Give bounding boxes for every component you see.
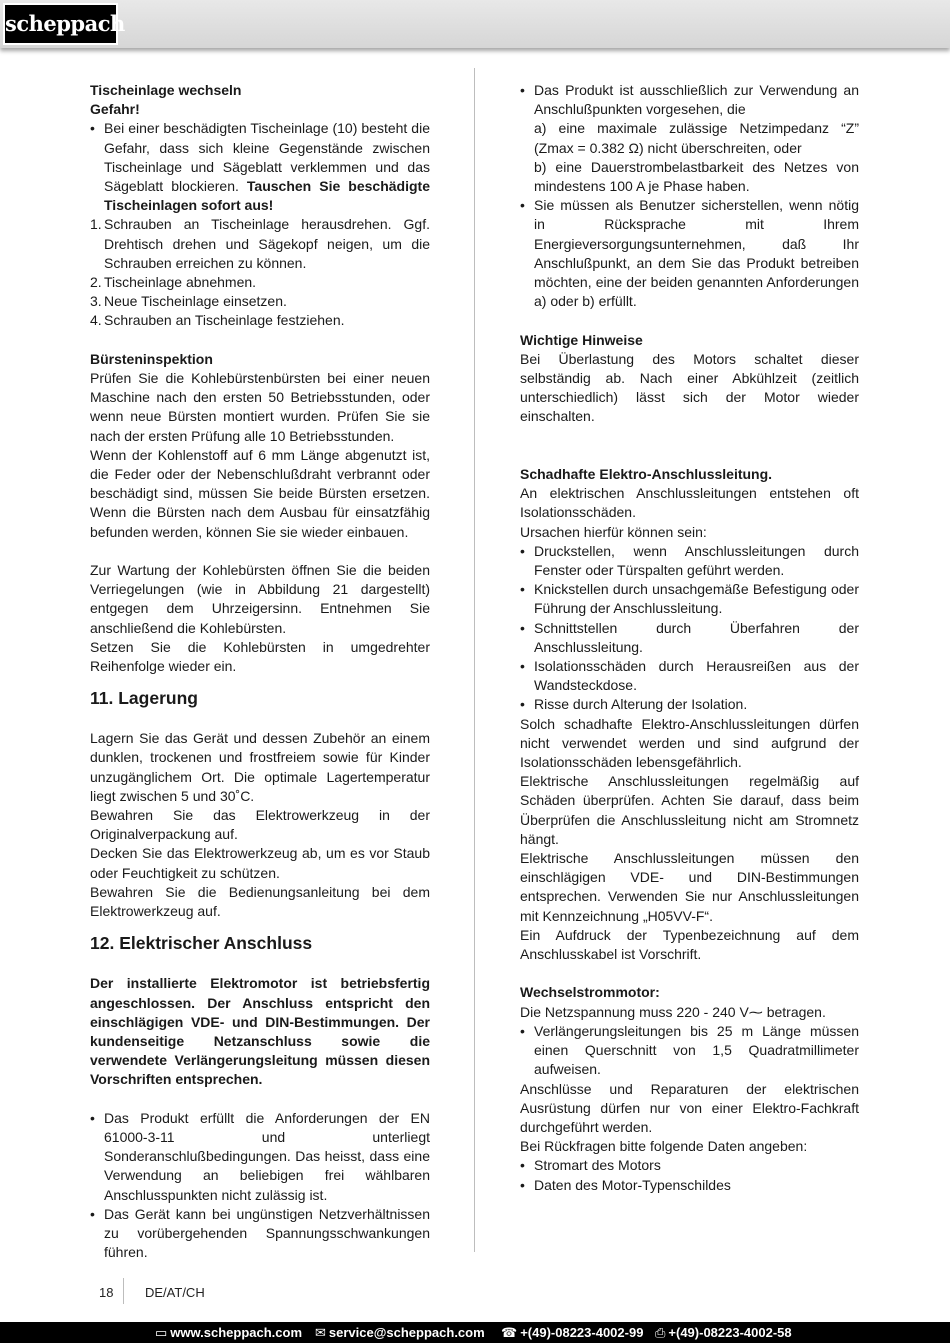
paragraph: An elektrischen Anschlussleitungen entstehen oft Isolationsschäden. [520, 485, 859, 521]
danger-list [90, 119, 430, 215]
list-item: • Isolationsschäden durch Herausreißen aus der Wandsteckdose. [520, 657, 859, 695]
paragraph: Elektrische Anschlussleitungen müssen den einschlägigen VDE- und DIN-Bestimmungen entsprechen. Verwenden Sie nur Anschlussleitungen mit Kennzeichnung „H05VV-F“. [520, 850, 859, 924]
contact-bar [0, 1322, 950, 1343]
paragraph: a) eine maximale zulässige Netzimpedanz “Z” (Zmax = 0.382 Ω) nicht überschreiten, oder [534, 120, 859, 156]
left-column [90, 81, 430, 1262]
section-title-important-notes: Wichtige Hinweise [520, 331, 643, 348]
step-text: Tischeinlage abnehmen. [104, 274, 257, 291]
step-text: Neue Tischeinlage einsetzen. [104, 293, 287, 310]
electrical-list [90, 1109, 430, 1263]
list-item: • Knickstellen durch unsachgemäße Befestigung oder Führung der Anschlussleitung. [520, 580, 859, 618]
phone-icon: ☎ [501, 1325, 518, 1340]
list-item [90, 292, 430, 311]
paragraph: Setzen Sie die Kohlebürsten in umgedrehter Reihenfolge wieder ein. [90, 638, 430, 675]
step-number: 3. [90, 293, 102, 310]
section-title-brush-inspection: Bürsteninspektion [90, 350, 213, 367]
column-divider [474, 68, 475, 1252]
danger-emphasis: Tauschen Sie beschädigte Tischeinlagen sofort aus! [104, 178, 430, 214]
danger-text: Bei einer beschädigten Tischeinlage (10) besteht die Gefahr, dass sich kleine Gegenstände zwischen Tischeinlage und Sägeblatt verklemmen und das Sägeblatt blockieren. [104, 120, 430, 195]
list-item [90, 119, 430, 215]
section-title-electrical: 12. Elektrischer Anschluss [90, 933, 313, 954]
paragraph: Bewahren Sie die Bedienungsanleitung bei dem Elektrowerkzeug auf. [90, 883, 430, 920]
step-text: Schrauben an Tischeinlage festziehen. [104, 312, 345, 329]
step-number: 2. [90, 274, 102, 291]
paragraph: • Das Produkt ist ausschließlich zur Verwendung an Anschlußpunkten vorgesehen, die [534, 82, 859, 118]
fax-number [655, 1322, 792, 1343]
data-list [520, 1156, 859, 1194]
paragraph: Zur Wartung der Kohlebürsten öffnen Sie die beiden Verriegelungen (wie in Abbildung 21 dargestellt) entgegen dem Uhrzeigersinn. Entnehmen Sie anschließend die Kohlebürsten. [90, 562, 430, 636]
mail-icon: ✉ [315, 1325, 326, 1340]
page-number: 18 [99, 1285, 114, 1300]
website-link[interactable] [155, 1322, 302, 1343]
danger-label: Gefahr! [90, 101, 140, 118]
section-title-storage: 11. Lagerung [90, 688, 198, 709]
list-item [520, 81, 859, 196]
list-item [90, 215, 430, 273]
paragraph: Bei Überlastung des Motors schaltet dieser selbständig ab. Nach einer Abkühlzeit (zeitlich unterschiedlich) lässt sich der Motor wieder einschalten. [520, 350, 859, 425]
paragraph: Die Netzspannung muss 220 - 240 V⁓ betragen. [520, 1003, 826, 1020]
step-number: 1. [90, 216, 102, 233]
fax-icon: ⎙ [655, 1325, 666, 1340]
phone-text: +(49)-08223-4002-99 [520, 1325, 644, 1340]
list-item: • Druckstellen, wenn Anschlussleitungen durch Fenster oder Türspalten geführt werden. [520, 542, 859, 580]
email-link[interactable] [315, 1322, 485, 1343]
list-item [90, 273, 430, 292]
bold-paragraph: Der installierte Elektromotor ist betriebsfertig angeschlossen. Der Anschluss entspricht den einschlägigen VDE- und DIN-Bestimmungen. Der kundenseitige Netzanschluss sowie die verwendete Verlängerungsleitung müssen diesen Vorschriften entsprechen. [90, 975, 430, 1088]
right-column [520, 81, 859, 1195]
page-header [0, 0, 950, 48]
computer-icon: ▭ [155, 1325, 168, 1340]
list-item: • Verlängerungsleitungen bis 25 m Länge müssen einen Querschnitt von 1,5 Quadratmillimeter aufweisen. [520, 1022, 859, 1080]
cable-causes-list [520, 542, 859, 715]
paragraph: Lagern Sie das Gerät und dessen Zubehör an einem dunklen, trockenen und frostfreiem sowie für Kinder unzugänglichem Ort. Die optimale Lagertemperatur liegt zwischen 5 und 30˚C. [90, 730, 430, 804]
ac-list [520, 1022, 859, 1080]
fax-text: +(49)-08223-4002-58 [668, 1325, 792, 1340]
footer-divider [123, 1278, 124, 1304]
list-item: • Stromart des Motors [520, 1156, 859, 1175]
steps-list [90, 215, 430, 330]
paragraph: Anschlüsse und Reparaturen der elektrischen Ausrüstung dürfen nur von einer Elektro-Fachkraft durchgeführt werden. [520, 1080, 859, 1135]
region-label: DE/AT/CH [145, 1285, 205, 1300]
paragraph: Bewahren Sie das Elektrowerkzeug in der Originalverpackung auf. [90, 807, 430, 843]
paragraph: Ursachen hierfür können sein: [520, 523, 707, 540]
connection-list [520, 81, 859, 311]
paragraph: Ein Aufdruck der Typenbezeichnung auf dem Anschlusskabel ist Vorschrift. [520, 926, 859, 963]
section-title-ac-motor: Wechselstrommotor: [520, 984, 660, 1001]
paragraph: Solch schadhafte Elektro-Anschlussleitungen dürfen nicht verwendet werden und sind aufgrund der Isolationsschäden lebensgefährlich. [520, 715, 859, 771]
paragraph: b) eine Dauerstrombelastbarkeit des Netzes von mindestens 100 A je Phase haben. [534, 158, 859, 195]
paragraph: Wenn der Kohlenstoff auf 6 mm Länge abgenutzt ist, die Feder oder der Nebenschlußdraht verbrannt oder beschädigt sind, müssen Sie beide Bürsten ersetzen. Wenn die Bürsten nach dem Ausbau für einsatzfähig befunden werden, können Sie sie wieder einbauen. [90, 446, 430, 540]
phone-number[interactable] [501, 1322, 643, 1343]
website-text: www.scheppach.com [170, 1325, 303, 1340]
list-item: • Das Gerät kann bei ungünstigen Netzverhältnissen zu vorübergehenden Spannungsschwankungen führen. [90, 1205, 430, 1263]
paragraph: Prüfen Sie die Kohlebürstenbürsten bei einer neuen Maschine nach den ersten 50 Betriebsstunden, oder wenn neue Bürsten montiert wurden. Prüfen Sie sie nach der ersten Prüfung alle 10 Betriebsstunden. [90, 370, 430, 444]
paragraph: Decken Sie das Elektrowerkzeug ab, um es vor Staub oder Feuchtigkeit zu schützen. [90, 845, 430, 881]
step-text: Schrauben an Tischeinlage herausdrehen. Ggf. Drehtisch drehen und Sägekopf neigen, um die Schrauben erreichen zu können. [104, 216, 430, 271]
scheppach-logo: scheppach [3, 3, 118, 45]
section-title-table-insert: Tischeinlage wechseln [90, 82, 242, 98]
list-item: • Schnittstellen durch Überfahren der Anschlussleitung. [520, 619, 859, 657]
list-item: • Daten des Motor-Typenschildes [520, 1176, 859, 1195]
paragraph: Bei Rückfragen bitte folgende Daten angeben: [520, 1138, 808, 1155]
list-item [90, 311, 430, 330]
email-text: service@scheppach.com [328, 1325, 485, 1340]
list-item: • Sie müssen als Benutzer sicherstellen, wenn nötig in Rücksprache mit Ihrem Energieversorgungsunternehmen, daß Ihr Anschlußpunkt, an dem Sie das Produkt betreiben möchten, eine der beiden genannten Anforderungen a) oder b) erfüllt. [520, 196, 859, 311]
paragraph: Elektrische Anschlussleitungen regelmäßig auf Schäden überprüfen. Achten Sie darauf, dass beim Überprüfen die Anschlussleitung nicht am Stromnetz hängt. [520, 773, 859, 847]
section-title-damaged-cable: Schadhafte Elektro-Anschlussleitung. [520, 466, 773, 483]
step-number: 4. [90, 312, 102, 329]
list-item: • Das Produkt erfüllt die Anforderungen der EN 61000-3-11 und unterliegt Sonderanschlußbedingungen. Das heisst, dass eine Verwendung an beliebigen frei wählbaren Anschlusspunkten nicht zulässig ist. [90, 1109, 430, 1205]
list-item: • Risse durch Alterung der Isolation. [520, 695, 859, 714]
